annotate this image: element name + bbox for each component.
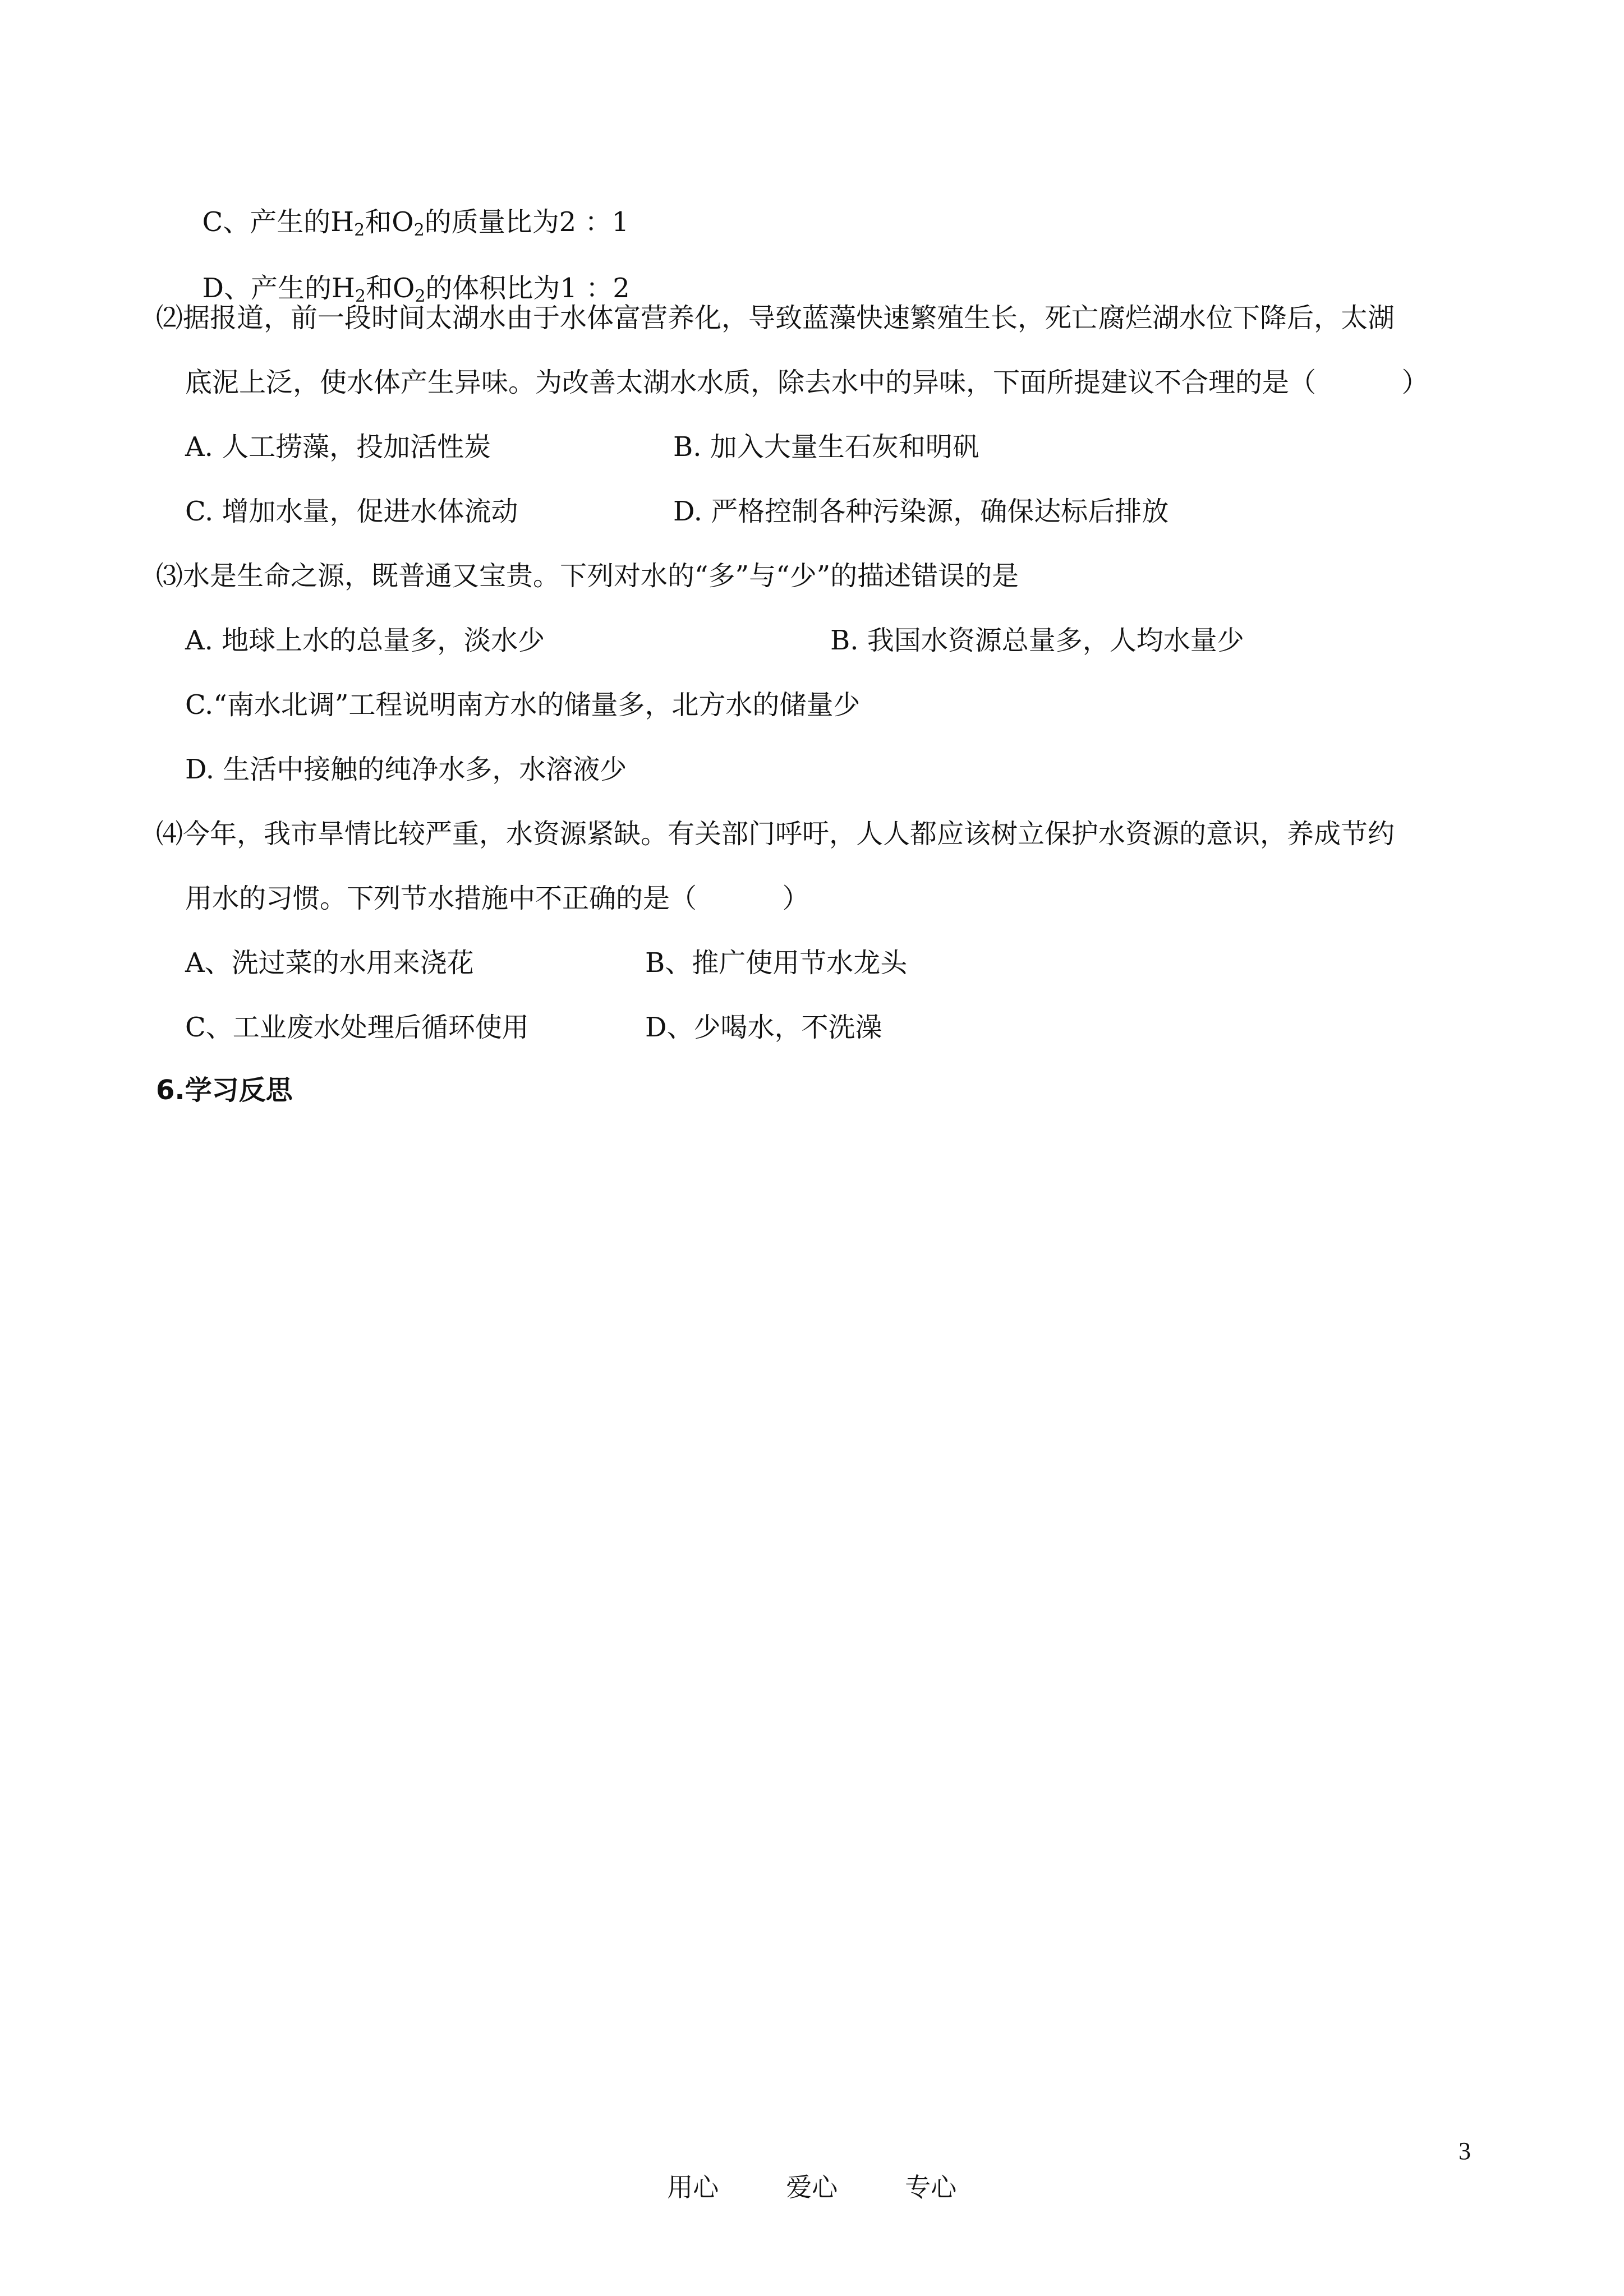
q3-stem: ⑶水是生命之源，既普通又宝贵。下列对水的“多”与“少”的描述错误的是 (156, 560, 1019, 592)
q1-option-c (185, 168, 629, 240)
q2-option-a: A. 人工捞藻，投加活性炭 (185, 431, 491, 463)
q1-option-d-suffix: 的体积比为1 ：2 (425, 273, 630, 304)
footer-motto-1: 用心 (667, 2172, 719, 2202)
q1-option-d-mid: 和O (365, 273, 415, 304)
footer-motto (651, 2137, 1024, 2204)
q2-option-c: C. 增加水量，促进水体流动 (185, 496, 518, 527)
q1-option-d-prefix: D、产生的H (202, 273, 355, 304)
q1-option-c-prefix: C、产生的H (202, 206, 355, 238)
q1-option-c-mid: 和O (365, 206, 414, 238)
q3-option-c: C.“南水北调”工程说明南方水的储量多，北方水的储量少 (185, 689, 861, 721)
q1-option-c-sub1: 2 (354, 220, 365, 240)
q3-option-d: D. 生活中接触的纯净水多，水溶液少 (185, 754, 627, 785)
q4-stem-line2: 用水的习惯。下列节水措施中不正确的是（ ） (185, 883, 809, 914)
footer-motto-3: 专心 (905, 2172, 957, 2202)
q2-option-b: B. 加入大量生石灰和明矾 (673, 431, 979, 463)
q2-stem-line2: 底泥上泛，使水体产生异味。为改善太湖水水质，除去水中的异味，下面所提建议不合理的是（ ） (185, 367, 1429, 398)
q4-option-a: A、洗过菜的水用来浇花 (185, 947, 474, 979)
q4-option-c: C、工业废水处理后循环使用 (185, 1012, 529, 1043)
q1-option-d (185, 234, 630, 306)
q2-option-d: D. 严格控制各种污染源，确保达标后排放 (673, 496, 1169, 527)
section6-heading: 6.学习反思 (156, 1075, 293, 1106)
q1-option-d-sub2: 2 (415, 287, 426, 306)
page-number: 3 (1459, 2137, 1471, 2165)
footer-motto-2: 爱心 (786, 2172, 838, 2202)
q1-option-c-sub2: 2 (413, 220, 425, 240)
q4-stem-line1: ⑷今年，我市旱情比较严重，水资源紧缺。有关部门呼吁，人人都应该树立保护水资源的意识，养成节约 (156, 818, 1395, 850)
q3-option-a: A. 地球上水的总量多，淡水少 (185, 625, 545, 656)
q4-option-d: D、少喝水，不洗澡 (645, 1012, 882, 1043)
q4-option-b: B、推广使用节水龙头 (645, 947, 908, 979)
q1-option-d-sub1: 2 (355, 287, 366, 306)
q3-option-b: B. 我国水资源总量多，人均水量少 (830, 625, 1244, 656)
q1-option-c-suffix: 的质量比为2 ：1 (424, 206, 629, 238)
q2-stem-line1: ⑵据报道，前一段时间太湖水由于水体富营养化，导致蓝藻快速繁殖生长，死亡腐烂湖水位下降后，太湖 (156, 302, 1395, 334)
